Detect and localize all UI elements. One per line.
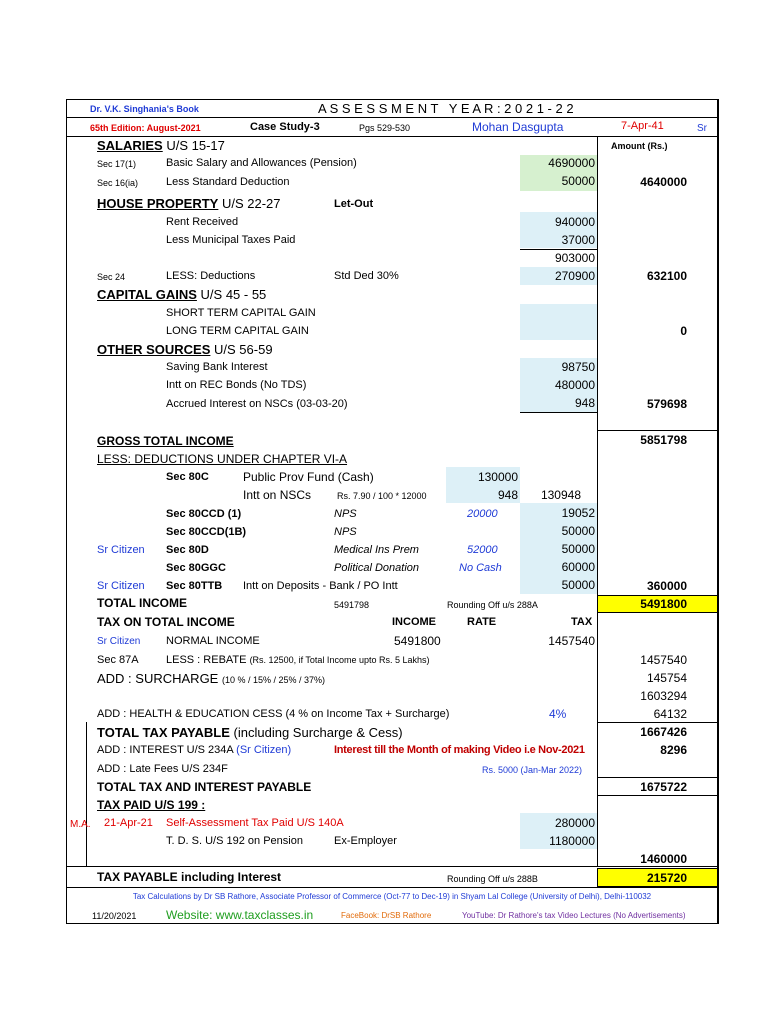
final-amount: 215720 <box>646 871 687 885</box>
row-amount: 19052 <box>561 506 595 520</box>
footer-facebook[interactable]: FaceBook: DrSB Rathore <box>341 911 432 920</box>
col-income: INCOME <box>392 616 436 628</box>
row-amount: 98750 <box>561 360 595 374</box>
section-heading: HOUSE PROPERTY U/S 22-27 <box>97 196 281 211</box>
row-amount: 4690000 <box>548 156 595 170</box>
row-label: LONG TERM CAPITAL GAIN <box>166 325 309 337</box>
divider <box>597 777 718 778</box>
row-amount: 948 <box>497 488 518 502</box>
calc-note: Rs. 7.90 / 100 * 12000 <box>337 491 427 501</box>
late-fee-label: ADD : Late Fees U/S 234F <box>97 763 228 775</box>
row-amount: 50000 <box>561 578 595 592</box>
row-amount: 50000 <box>561 524 595 538</box>
interest-amount: 8296 <box>660 743 687 757</box>
divider <box>597 722 718 723</box>
assessee-name: Mohan Dasgupta <box>472 120 564 134</box>
footer-date: 11/20/2021 <box>92 911 137 921</box>
row-amount: 940000 <box>554 215 595 229</box>
surcharge-amount: 145754 <box>646 671 687 685</box>
footer-credit: Tax Calculations by Dr SB Rathore, Associate Professor of Commerce (Oct-77 to Dec-19) in Shyam Lal College (University of Delhi), Delhi-110032 <box>132 892 652 901</box>
footer-website[interactable]: Website: www.taxclasses.in <box>166 908 314 922</box>
row-amount: 50000 <box>561 542 595 556</box>
total-income-amount: 5491800 <box>640 597 687 611</box>
cess-amount: 64132 <box>653 707 687 721</box>
row-amount: 60000 <box>561 560 595 574</box>
row-label: Rent Received <box>166 216 239 228</box>
row-amount: 50000 <box>561 174 595 188</box>
date-of-birth: 7-Apr-41 <box>621 120 664 132</box>
divider <box>597 430 718 431</box>
sec-ref: Sec 17(1) <box>97 159 137 169</box>
ma-tag: M.A. <box>70 819 91 830</box>
row-desc: NPS <box>334 508 357 520</box>
sec-ref: Sec 80D <box>166 544 209 556</box>
row-claim: No Cash <box>459 562 502 574</box>
interest-label: ADD : INTEREST U/S 234A (Sr Citizen) <box>97 744 292 756</box>
sec-ref: Sec 80CCD(1B) <box>166 526 247 538</box>
section-heading: SALARIES U/S 15-17 <box>97 138 225 153</box>
col-rate: RATE <box>467 616 497 628</box>
payment-date: 21-Apr-21 <box>104 817 153 829</box>
row-amount: 480000 <box>554 378 595 392</box>
gti-label: GROSS TOTAL INCOME <box>97 434 234 448</box>
rounding-note: Rounding Off u/s 288B <box>447 874 538 884</box>
row-label: Intt on NSCs <box>243 488 312 502</box>
case-study: Case Study-3 <box>250 121 320 133</box>
row-label: LESS: Deductions <box>166 270 256 282</box>
row-amount: 1180000 <box>549 834 595 848</box>
tax-payable-label: TOTAL TAX PAYABLE (including Surcharge & Cess) <box>97 725 403 740</box>
sec-ref: Sec 80CCD (1) <box>166 508 242 520</box>
normal-tax: 1457540 <box>548 634 595 648</box>
divider <box>597 136 598 866</box>
rebate-label: LESS : REBATE (Rs. 12500, if Total Income upto Rs. 5 Lakhs) <box>166 654 430 666</box>
divider <box>597 795 718 796</box>
divider <box>520 412 597 413</box>
row-amount: 130000 <box>477 470 518 484</box>
row-claim: 20000 <box>467 508 498 520</box>
sec-ref: Sec 80C <box>166 471 209 483</box>
row-amount: 903000 <box>554 251 595 265</box>
row-note: Std Ded 30% <box>334 270 399 282</box>
property-type: Let-Out <box>334 198 374 210</box>
row-label: Accrued Interest on NSCs (03-03-20) <box>166 398 348 410</box>
category-tag: Sr Citizen <box>97 580 145 592</box>
total-income-label: TOTAL INCOME <box>97 596 187 610</box>
row-label: Basic Salary and Allowances (Pension) <box>166 157 357 169</box>
row-amount: 948 <box>574 396 595 410</box>
head-total: 632100 <box>646 269 687 283</box>
tax-payable-amount: 1667426 <box>640 725 687 739</box>
after-rebate: 1457540 <box>640 653 687 667</box>
row-label: Less Standard Deduction <box>166 176 290 188</box>
row-amount: 270900 <box>554 269 595 283</box>
cess-label: ADD : HEALTH & EDUCATION CESS (4 % on Income Tax + Surcharge) <box>97 708 450 720</box>
row-claim: 52000 <box>467 544 498 556</box>
deductions-total: 360000 <box>646 579 687 593</box>
total-tax-interest-label: TOTAL TAX AND INTEREST PAYABLE <box>97 780 312 794</box>
section-heading: OTHER SOURCES U/S 56-59 <box>97 342 273 357</box>
sec-ref: Sec 24 <box>97 272 126 282</box>
sec-ref: Sec 87A <box>97 654 139 666</box>
divider <box>66 887 718 888</box>
divider <box>66 866 718 867</box>
deductions-heading: LESS: DEDUCTIONS UNDER CHAPTER VI-A <box>97 452 348 466</box>
head-total: 579698 <box>646 397 687 411</box>
edition: 65th Edition: August-2021 <box>90 123 201 133</box>
divider <box>66 117 718 118</box>
divider <box>718 99 719 924</box>
row-label: Less Municipal Taxes Paid <box>166 234 296 246</box>
tax-paid-heading: TAX PAID U/S 199 : <box>97 798 206 812</box>
section-heading: CAPITAL GAINS U/S 45 - 55 <box>97 287 267 302</box>
row-label: NORMAL INCOME <box>166 635 260 647</box>
row-label: Saving Bank Interest <box>166 361 268 373</box>
row-label: T. D. S. U/S 192 on Pension <box>166 835 303 847</box>
row-label: Public Prov Fund (Cash) <box>243 470 374 484</box>
cess-rate: 4% <box>549 707 567 721</box>
head-total: 0 <box>680 324 687 338</box>
book-title: Dr. V.K. Singhania's Book <box>90 104 199 114</box>
rounding-note: Rounding Off u/s 288A <box>447 600 538 610</box>
row-desc: Medical Ins Prem <box>334 544 419 556</box>
footer-youtube[interactable]: YouTube: Dr Rathore's tax Video Lectures (No Advertisements) <box>462 911 686 920</box>
cell-highlight <box>520 304 597 340</box>
row-amount: 37000 <box>561 233 595 247</box>
row-label: SHORT TERM CAPITAL GAIN <box>166 307 316 319</box>
pages: Pgs 529-530 <box>359 123 411 133</box>
category-tag: Sr Citizen <box>97 636 141 647</box>
row-label: Self-Assessment Tax Paid U/S 140A <box>166 817 344 829</box>
late-fee-note: Rs. 5000 (Jan-Mar 2022) <box>482 765 583 775</box>
col-tax: TAX <box>571 616 593 628</box>
tax-paid-total: 1460000 <box>640 852 687 866</box>
surcharge-label: ADD : SURCHARGE (10 % / 15% / 25% / 37%) <box>97 671 326 686</box>
divider <box>86 722 87 866</box>
head-total: 4640000 <box>640 175 687 189</box>
row-desc: Intt on Deposits - Bank / PO Intt <box>243 580 398 592</box>
row-amount: 130948 <box>540 488 581 502</box>
assessment-year: A S S E S S M E N T Y E A R : 2 0 2 1 - 2 2 <box>318 101 574 116</box>
normal-income: 5491800 <box>394 634 441 648</box>
total-income-raw: 5491798 <box>334 600 370 610</box>
row-desc: NPS <box>334 526 357 538</box>
amount-heading: Amount (Rs.) <box>611 141 668 151</box>
row-label: Intt on REC Bonds (No TDS) <box>166 379 307 391</box>
sec-ref: Sec 16(ia) <box>97 178 139 188</box>
final-label: TAX PAYABLE including Interest <box>97 870 282 884</box>
sec-ref: Sec 80GGC <box>166 562 226 574</box>
status: Sr <box>697 123 707 134</box>
category-tag: Sr Citizen <box>97 544 145 556</box>
subtotal-amount: 1603294 <box>640 689 687 703</box>
row-desc: Political Donation <box>334 562 419 574</box>
tax-heading: TAX ON TOTAL INCOME <box>97 615 235 629</box>
row-amount: 280000 <box>554 816 595 830</box>
interest-note: Interest till the Month of making Video i.e Nov-2021 <box>334 744 585 756</box>
gti-amount: 5851798 <box>640 433 687 447</box>
divider <box>520 249 597 250</box>
sec-ref: Sec 80TTB <box>166 580 223 592</box>
divider <box>66 136 718 137</box>
total-tax-interest-amount: 1675722 <box>640 780 687 794</box>
row-note: Ex-Employer <box>334 835 397 847</box>
